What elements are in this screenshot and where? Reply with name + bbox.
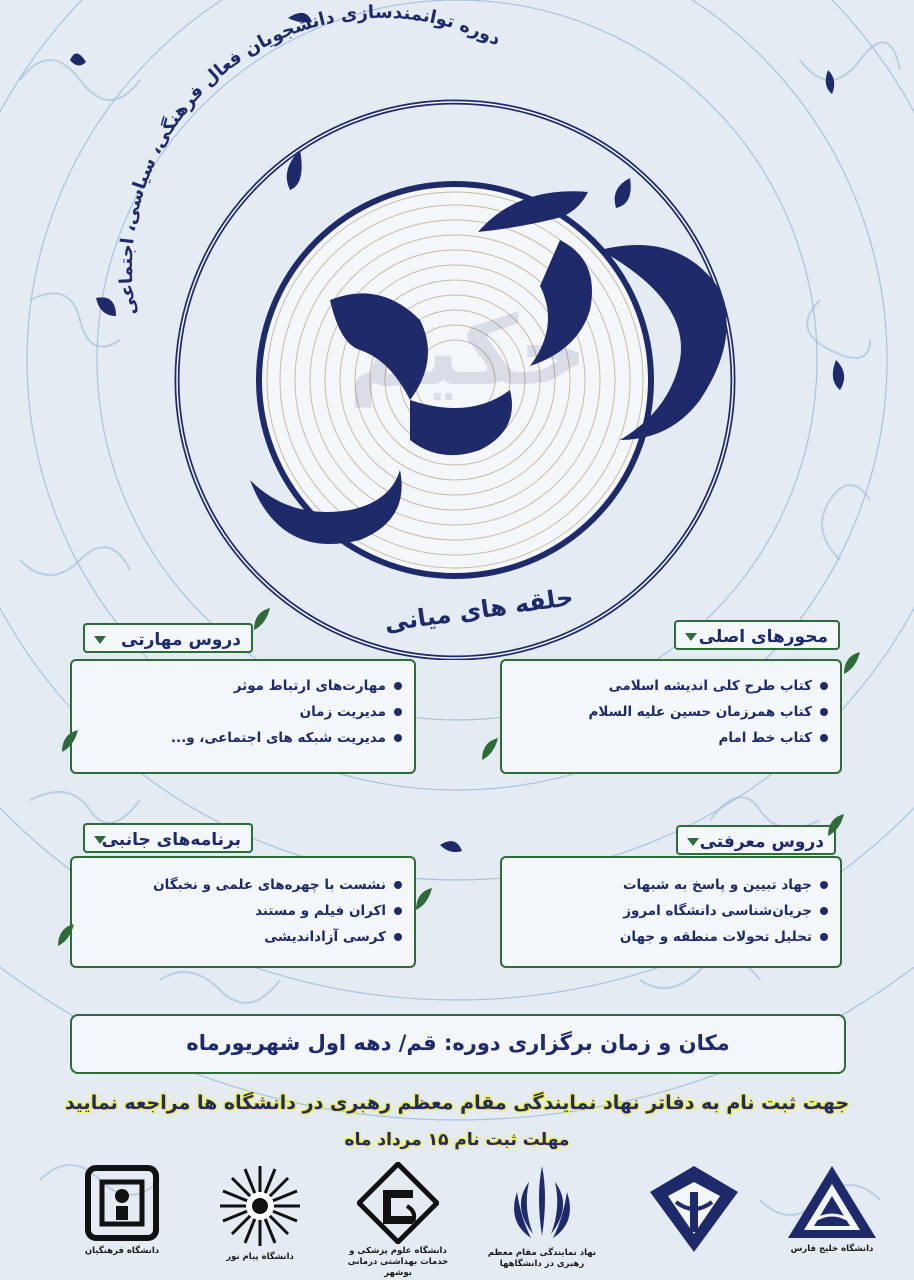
logo-caption: دانشگاه خلیج فارس <box>790 1244 874 1254</box>
list-item: جریان‌شناسی دانشگاه امروز <box>620 898 830 924</box>
list-item: مدیریت شبکه های اجتماعی، و... <box>171 725 404 751</box>
persian-gulf-university-logo <box>772 1158 892 1280</box>
islamic-azad-university-logo <box>634 1158 754 1280</box>
leaf-icon <box>56 922 76 948</box>
logo-caption: دانشگاه فرهنگیان <box>84 1246 160 1256</box>
university-emblem-icon <box>782 1162 882 1242</box>
knowledge-courses-box <box>500 856 842 968</box>
farhangian-university-logo <box>62 1158 182 1280</box>
triangle-down-icon <box>687 838 699 846</box>
leaf-icon <box>414 886 434 912</box>
payame-noor-logo <box>200 1158 320 1280</box>
skill-courses-box <box>70 659 416 774</box>
leaf-icon <box>60 728 80 754</box>
side-programs-title <box>83 823 253 853</box>
list-item: نشست با چهره‌های علمی و نخبگان <box>153 872 404 898</box>
list-item: جهاد تبیین و پاسخ به شبهات <box>620 872 830 898</box>
list-item: کتاب خط امام <box>589 725 830 751</box>
section-title-text: دروس مهارتی <box>121 630 241 650</box>
list-item: کرسی آزاداندیشی <box>153 924 404 950</box>
logo-caption: دانشگاه پیام نور <box>226 1252 294 1262</box>
knowledge-courses-title <box>676 825 836 855</box>
main-axes-box <box>500 659 842 774</box>
emblem-title: حکیم <box>348 295 588 407</box>
logo-caption: دانشگاه علوم پزشکی و خدمات بهداشتی درمانی بوشهر <box>347 1246 449 1278</box>
university-emblem-icon <box>82 1162 162 1244</box>
leader-representation-logo <box>482 1158 602 1280</box>
iran-emblem-icon <box>507 1162 577 1246</box>
triangle-down-icon <box>94 836 106 844</box>
deadline-text: مهلت ثبت نام ۱۵ مرداد ماه <box>344 1130 570 1150</box>
list-item: تحلیل تحولات منطقه و جهان <box>620 924 830 950</box>
leaf-icon <box>480 736 500 762</box>
list-item: کتاب طرح کلی اندیشه اسلامی <box>589 673 830 699</box>
list-item: کتاب همرزمان حسین علیه السلام <box>589 699 830 725</box>
section-title-text: محورهای اصلی <box>698 627 828 647</box>
leaf-icon <box>826 812 846 838</box>
university-emblem-icon <box>646 1162 742 1256</box>
emblem-arc-text: دوره توانمندسازی دانشجویان فعال فرهنگی، سیاسی، اجتماعی <box>115 1 505 317</box>
logo-caption: نهاد نمایندگی مقام معظم رهبری در دانشگاهها <box>487 1248 597 1269</box>
sunburst-emblem-icon <box>216 1162 304 1250</box>
leaf-icon <box>842 650 862 676</box>
section-title-text: دروس معرفتی <box>699 832 824 852</box>
triangle-down-icon <box>94 636 106 644</box>
section-title-text: برنامه‌های جانبی <box>101 830 241 850</box>
venue-text: مکان و زمان برگزاری دوره: قم/ دهه اول شهریورماه <box>186 1031 730 1055</box>
triangle-down-icon <box>685 633 697 641</box>
registration-text: جهت ثبت نام به دفاتر نهاد نمایندگی مقام معظم رهبری در دانشگاه ها مراجعه نمایید <box>64 1092 850 1114</box>
bushehr-medical-university-logo <box>338 1158 458 1280</box>
main-axes-title <box>674 620 840 650</box>
partner-logos <box>0 1158 914 1280</box>
venue-box <box>70 1014 846 1074</box>
list-item: مهارت‌های ارتباط موثر <box>171 673 404 699</box>
skill-courses-title <box>83 623 253 653</box>
emblem-subtitle: حلقه های میانی <box>382 582 576 638</box>
leaf-icon <box>252 606 272 632</box>
list-item: اکران فیلم و مستند <box>153 898 404 924</box>
list-item: مدیریت زمان <box>171 699 404 725</box>
university-emblem-icon <box>357 1162 439 1244</box>
side-programs-box <box>70 856 416 968</box>
